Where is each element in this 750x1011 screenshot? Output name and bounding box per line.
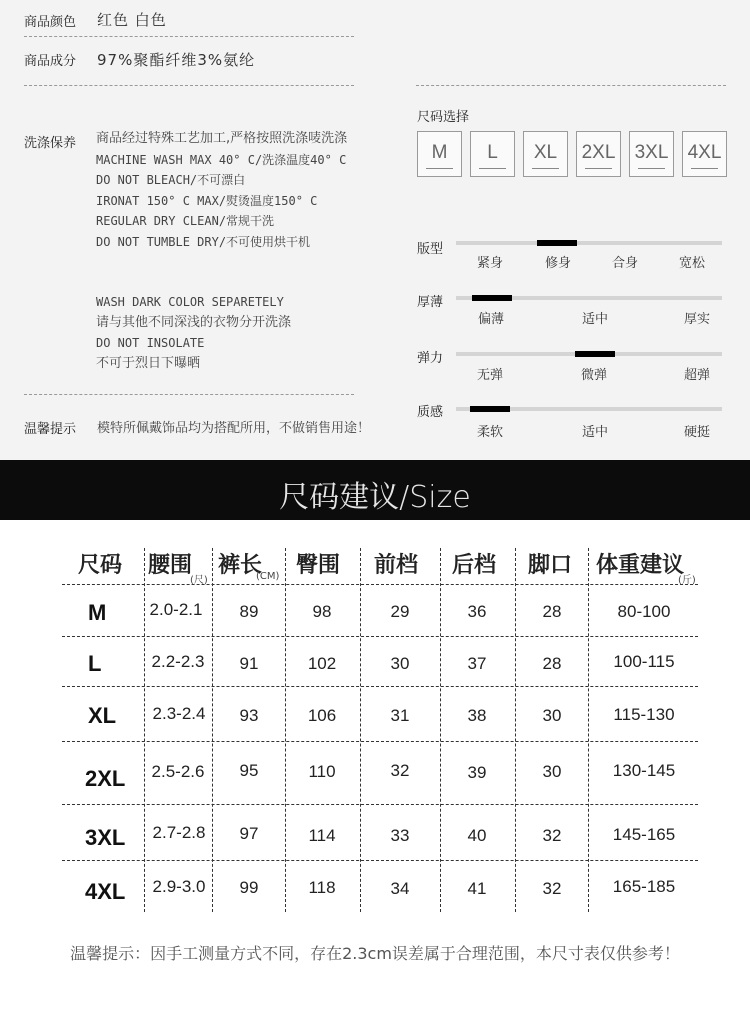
size-option-4xl[interactable] [682, 131, 727, 177]
divider [24, 85, 354, 86]
wash-instructions [96, 129, 347, 252]
unit-length: (CM) [256, 571, 280, 582]
cell-hip: 110 [308, 762, 336, 781]
cell-waist: 2.2-2.3 [151, 652, 205, 671]
divider [24, 36, 354, 37]
scale-option: 适中 [582, 312, 609, 327]
wash-label: 洗涤保养 [24, 136, 77, 151]
material-value: 97%聚酯纤维3%氨纶 [97, 51, 256, 69]
table-rule [62, 686, 698, 687]
divider [416, 85, 726, 86]
cell-leg-opening: 30 [542, 762, 562, 781]
unit-weight: (斤) [678, 575, 696, 586]
cell-leg-opening: 32 [542, 879, 562, 898]
wash-line: DO NOT BLEACH/不可漂白 [96, 173, 246, 187]
header-weight: 体重建议 [596, 553, 685, 578]
attr-label-thickness: 厚薄 [417, 295, 444, 310]
table-rule [62, 741, 698, 742]
cell-length: 99 [239, 878, 259, 897]
cell-waist: 2.5-2.6 [151, 762, 205, 781]
table-rule [62, 584, 698, 585]
cell-weight: 115-130 [613, 705, 675, 724]
scale-option: 硬挺 [684, 425, 711, 440]
scale-marker [472, 295, 512, 301]
cell-back-rise: 36 [467, 602, 487, 621]
scale-option: 修身 [545, 256, 572, 271]
scale-marker [575, 351, 615, 357]
cell-leg-opening: 32 [542, 826, 562, 845]
size-option-2xl[interactable] [576, 131, 621, 177]
size-option-label: M [431, 142, 448, 163]
scale-option: 厚实 [684, 312, 711, 327]
header-back-rise: 后档 [452, 553, 497, 578]
scale-option: 微弹 [581, 368, 608, 383]
cell-back-rise: 41 [467, 879, 487, 898]
cell-waist: 2.7-2.8 [152, 823, 206, 842]
scale-marker [537, 240, 577, 246]
cell-front-rise: 32 [390, 761, 410, 780]
header-hip: 臀围 [296, 553, 341, 578]
table-rule [62, 804, 698, 805]
scale-option: 超弹 [684, 368, 711, 383]
scale-option: 紧身 [477, 256, 504, 271]
row-size-label: 2XL [85, 766, 126, 791]
color-value: 红色 白色 [97, 11, 167, 29]
size-option-xl[interactable] [523, 131, 568, 177]
attr-label-fit: 版型 [417, 242, 444, 257]
material-label: 商品成分 [24, 54, 77, 69]
size-option-m[interactable] [417, 131, 462, 177]
cell-front-rise: 29 [390, 602, 410, 621]
cell-front-rise: 31 [390, 706, 410, 725]
cell-back-rise: 39 [467, 763, 487, 782]
cell-length: 97 [239, 824, 259, 843]
cell-waist: 2.0-2.1 [149, 600, 203, 619]
cell-back-rise: 40 [467, 826, 487, 845]
cell-weight: 165-185 [612, 877, 676, 896]
size-option-label: 2XL [581, 142, 616, 163]
footer-note: 温馨提示：因手工测量方式不同，存在2.3cm误差属于合理范围，本尺寸表仅供参考！ [70, 944, 680, 963]
header-leg-opening: 脚口 [528, 553, 573, 578]
size-option-label: 4XL [687, 142, 722, 163]
size-option-l[interactable] [470, 131, 515, 177]
size-banner [0, 460, 750, 520]
scale-option: 适中 [582, 425, 609, 440]
scale-option: 柔软 [477, 425, 504, 440]
cell-waist: 2.3-2.4 [152, 704, 206, 723]
cell-weight: 130-145 [612, 761, 676, 780]
row-size-label: L [88, 651, 102, 676]
cell-front-rise: 34 [390, 879, 410, 898]
attr-label-stretch: 弹力 [417, 351, 444, 366]
attr-label-texture: 质感 [417, 405, 444, 420]
scale-marker [470, 406, 510, 412]
scale-option: 宽松 [679, 256, 706, 271]
wash-line: 请与其他不同深浅的衣物分开洗涤 [96, 314, 292, 330]
size-option-label: XL [533, 142, 558, 163]
wash-line: 不可于烈日下曝晒 [96, 355, 201, 371]
wash-line: IRONAT 150° C MAX/熨烫温度150° C [96, 193, 318, 208]
row-size-label: M [88, 600, 107, 625]
cell-hip: 106 [307, 706, 337, 725]
scale-option: 偏薄 [478, 312, 505, 327]
header-length: 裤长 [218, 553, 263, 578]
size-option-label: L [487, 142, 498, 163]
table-column-rule [588, 548, 589, 912]
cell-weight: 100-115 [613, 652, 675, 671]
divider [24, 394, 354, 395]
wash-line: WASH DARK COLOR SEPARETELY [96, 295, 284, 309]
table-rule [62, 636, 698, 637]
wash-instructions-2 [96, 292, 291, 374]
cell-hip: 118 [308, 878, 336, 897]
cell-leg-opening: 28 [542, 654, 562, 673]
header-size: 尺码 [78, 553, 123, 578]
cell-waist: 2.9-3.0 [152, 877, 206, 896]
cell-weight: 80-100 [617, 602, 671, 621]
cell-length: 93 [239, 706, 259, 725]
cell-back-rise: 38 [467, 706, 487, 725]
wash-line: DO NOT INSOLATE [96, 336, 205, 350]
table-rule [62, 860, 698, 861]
wash-line: REGULAR DRY CLEAN/常规干洗 [96, 214, 275, 228]
cell-leg-opening: 30 [542, 706, 562, 725]
cell-length: 89 [239, 602, 259, 621]
cell-length: 95 [239, 761, 259, 780]
row-size-label: 4XL [85, 879, 126, 904]
wash-line: MACHINE WASH MAX 40° C/洗涤温度40° C [96, 152, 347, 167]
table-column-rule [360, 548, 361, 912]
unit-waist: (尺) [190, 575, 208, 586]
cell-length: 91 [239, 654, 259, 673]
tip-label: 温馨提示 [24, 422, 77, 437]
cell-front-rise: 30 [390, 654, 410, 673]
cell-hip: 114 [308, 826, 336, 845]
scale-option: 合身 [612, 256, 639, 271]
wash-line: 商品经过特殊工艺加工,严格按照洗涤唛洗涤 [96, 131, 348, 146]
cell-leg-opening: 28 [542, 602, 562, 621]
banner-title: 尺码建议/Size [279, 480, 471, 515]
tip-value: 模特所佩戴饰品均为搭配所用，不做销售用途！ [97, 421, 371, 436]
table-column-rule [212, 548, 213, 912]
header-waist: 腰围 [148, 553, 193, 578]
size-select-title: 尺码选择 [417, 110, 470, 125]
header-front-rise: 前档 [374, 553, 419, 578]
cell-hip: 102 [307, 654, 337, 673]
color-label: 商品颜色 [24, 15, 77, 30]
wash-line: DO NOT TUMBLE DRY/不可使用烘干机 [96, 234, 311, 249]
cell-back-rise: 37 [467, 654, 487, 673]
cell-hip: 98 [312, 602, 332, 621]
row-size-label: XL [88, 703, 117, 728]
size-option-3xl[interactable] [629, 131, 674, 177]
row-size-label: 3XL [85, 825, 126, 850]
cell-front-rise: 33 [390, 826, 410, 845]
scale-option: 无弹 [477, 368, 504, 383]
scale-track [456, 241, 722, 245]
size-option-label: 3XL [634, 142, 669, 163]
cell-weight: 145-165 [612, 825, 676, 844]
